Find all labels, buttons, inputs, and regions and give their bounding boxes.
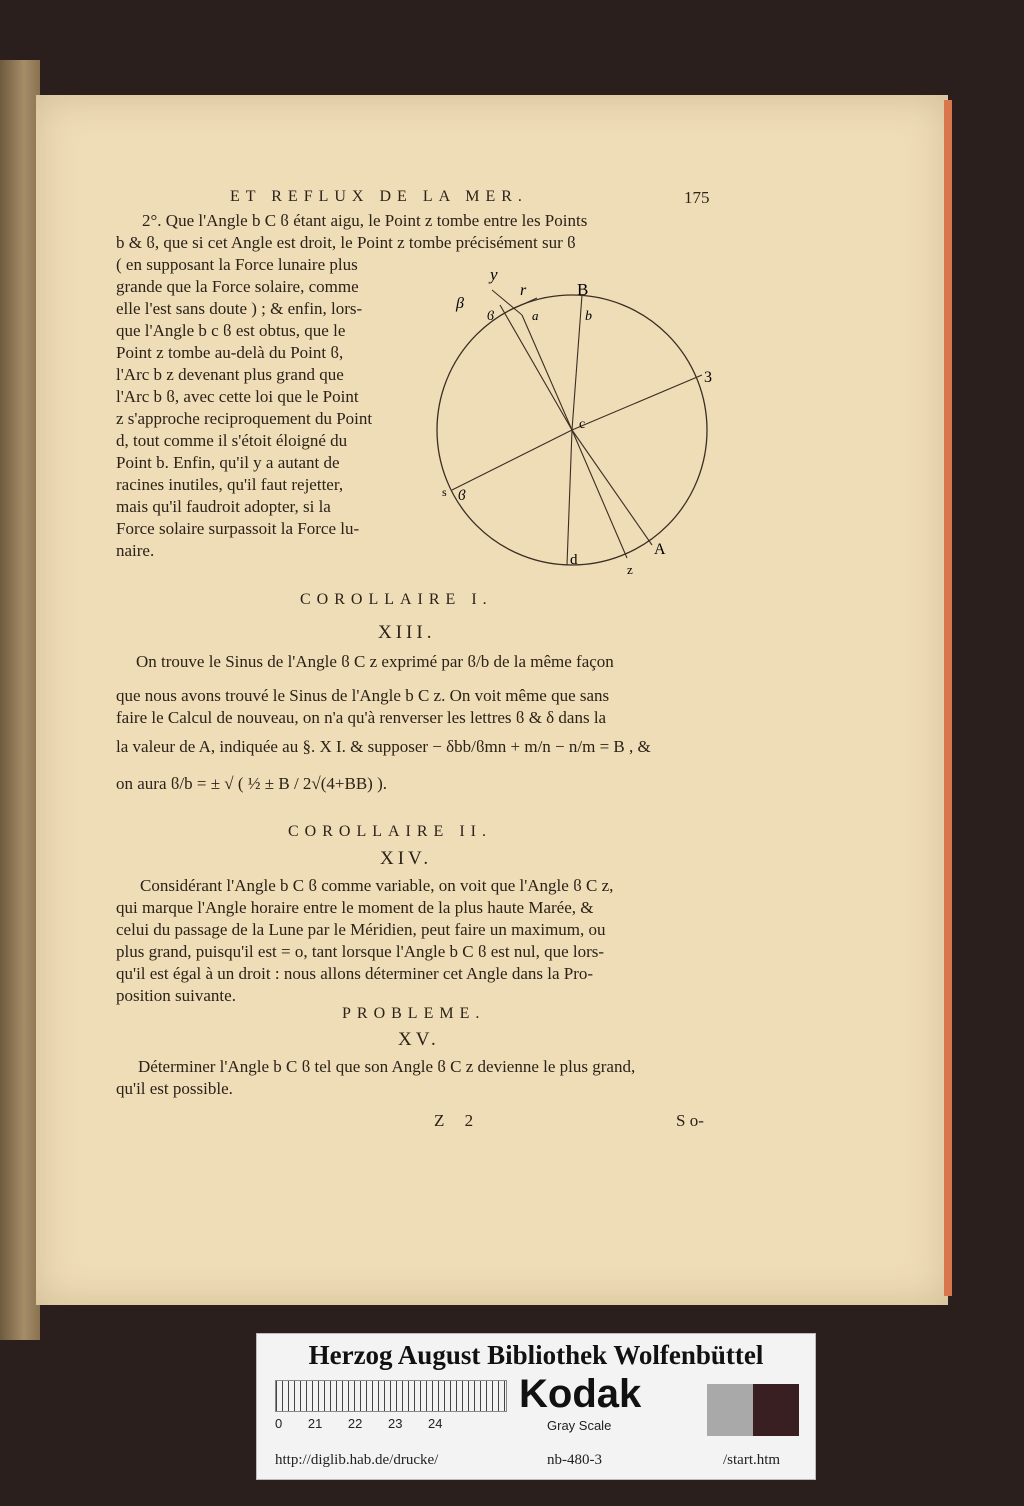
- body-line: Considérant l'Angle b C ϐ comme variable, on voit que l'Angle ϐ C z,: [140, 876, 614, 895]
- ruler-numbers: 0 21 22 23 24: [275, 1416, 443, 1431]
- page-number: 175: [684, 188, 710, 207]
- formula-line: on aura ϐ/b = ± √ ( ½ ± B / 2√(4+BB) ).: [116, 774, 388, 793]
- body-line: celui du passage de la Lune par le Méridien, peut faire un maximum, ou: [116, 920, 606, 939]
- start-page-link[interactable]: /start.htm: [723, 1452, 781, 1468]
- body-line: la valeur de A, indiquée au §. X I. & supposer − δbb/ϐmn + m/n − n/m = B , &: [116, 737, 651, 756]
- scale-ruler: [275, 1380, 507, 1412]
- corollary-1-title: COROLLAIRE I.: [300, 591, 493, 608]
- body-line: grande que la Force solaire, comme: [116, 277, 359, 296]
- line-c-beta: [500, 305, 572, 430]
- label-b6: ϐ: [487, 309, 494, 324]
- body-line: que l'Angle b c ϐ est obtus, que le: [116, 321, 346, 340]
- body-line: l'Arc b z devenant plus grand que: [116, 365, 344, 384]
- label-z: z: [627, 562, 633, 577]
- line-c-d: [567, 430, 572, 565]
- line-c-b: [572, 295, 582, 430]
- catchword: S o-: [676, 1111, 704, 1130]
- corollary-2-title: COROLLAIRE II.: [288, 823, 492, 840]
- line-c-z: [572, 430, 627, 558]
- label-r: r: [520, 282, 527, 299]
- book-spine: [0, 60, 40, 1340]
- gray-patch-dark: [753, 1384, 799, 1436]
- page-edge: [944, 100, 952, 1296]
- body-line: l'Arc b ϐ, avec cette loi que le Point: [116, 387, 359, 406]
- section-13-number: XIII.: [378, 622, 436, 643]
- body-line: qu'il est possible.: [116, 1079, 233, 1098]
- label-s: s: [442, 485, 447, 499]
- body-line: Force solaire surpassoit la Force lu-: [116, 519, 360, 538]
- line-a: [522, 315, 572, 430]
- body-line: qu'il est égal à un droit : nous allons déterminer cet Angle dans la Pro-: [116, 964, 594, 983]
- line-c-3: [572, 375, 702, 430]
- body-line: qui marque l'Angle horaire entre le moment de la plus haute Marée, &: [116, 898, 594, 917]
- label-d: d: [570, 552, 578, 568]
- library-name: Herzog August Bibliothek Wolfenbüttel: [308, 1340, 764, 1370]
- body-line: que nous avons trouvé le Sinus de l'Angle b C z. On voit même que sans: [116, 686, 610, 705]
- kodak-logo: Kodak: [519, 1372, 642, 1416]
- body-line: d, tout comme il s'étoit éloigné du: [116, 431, 348, 450]
- body-line: mais qu'il faudroit adopter, si la: [116, 497, 331, 516]
- running-title: ET REFLUX DE LA MER.: [230, 188, 528, 205]
- body-line: naire.: [116, 541, 155, 560]
- body-line: plus grand, puisqu'il est = o, tant lorsque l'Angle b C ϐ est nul, que lors-: [116, 942, 605, 961]
- label-beta: β: [456, 295, 464, 312]
- geometry-diagram: [432, 250, 732, 580]
- label-y: y: [490, 265, 498, 284]
- line-c-A: [572, 430, 652, 545]
- section-14-number: XIV.: [380, 848, 433, 869]
- gray-patch-light: [707, 1384, 753, 1436]
- body-line: faire le Calcul de nouveau, on n'a qu'à renverser les lettres ϐ & δ dans la: [116, 708, 607, 727]
- body-line: position suivante.: [116, 986, 236, 1005]
- shelfmark: nb-480-3: [547, 1452, 602, 1468]
- label-B: B: [577, 280, 589, 299]
- label-c: c: [579, 417, 586, 432]
- label-b: b: [585, 309, 592, 324]
- body-line: z s'approche reciproquement du Point: [116, 409, 373, 428]
- line-c-f: [452, 430, 572, 490]
- problem-title: PROBLEME.: [342, 1005, 486, 1022]
- body-line: On trouve le Sinus de l'Angle ϐ C z exprimé par ϐ/b de la même façon: [136, 652, 614, 671]
- label-3: 3: [704, 369, 712, 386]
- body-line: ( en supposant la Force lunaire plus: [116, 255, 358, 274]
- body-line: Point b. Enfin, qu'il y a autant de: [116, 453, 340, 472]
- label-f: ϐ: [458, 488, 466, 504]
- section-15-number: XV.: [398, 1029, 440, 1050]
- library-color-card: [256, 1333, 816, 1480]
- body-line: elle l'est sans doute ) ; & enfin, lors-: [116, 299, 363, 318]
- gray-scale-label: Gray Scale: [547, 1418, 612, 1433]
- signature-mark: Z 2: [434, 1111, 482, 1130]
- digital-library-link[interactable]: http://diglib.hab.de/drucke/: [275, 1452, 439, 1468]
- body-line: 2°. Que l'Angle b C ϐ étant aigu, le Point z tombe entre les Points: [142, 211, 588, 230]
- body-line: Déterminer l'Angle b C ϐ tel que son Angle ϐ C z devienne le plus grand,: [138, 1057, 636, 1076]
- body-line: racines inutiles, qu'il faut rejetter,: [116, 475, 344, 494]
- body-line: Point z tombe au-delà du Point ϐ,: [116, 343, 344, 362]
- body-line: b & ϐ, que si cet Angle est droit, le Point z tombe précisément sur ϐ: [116, 233, 576, 252]
- label-a: a: [532, 308, 539, 323]
- label-A: A: [654, 541, 666, 558]
